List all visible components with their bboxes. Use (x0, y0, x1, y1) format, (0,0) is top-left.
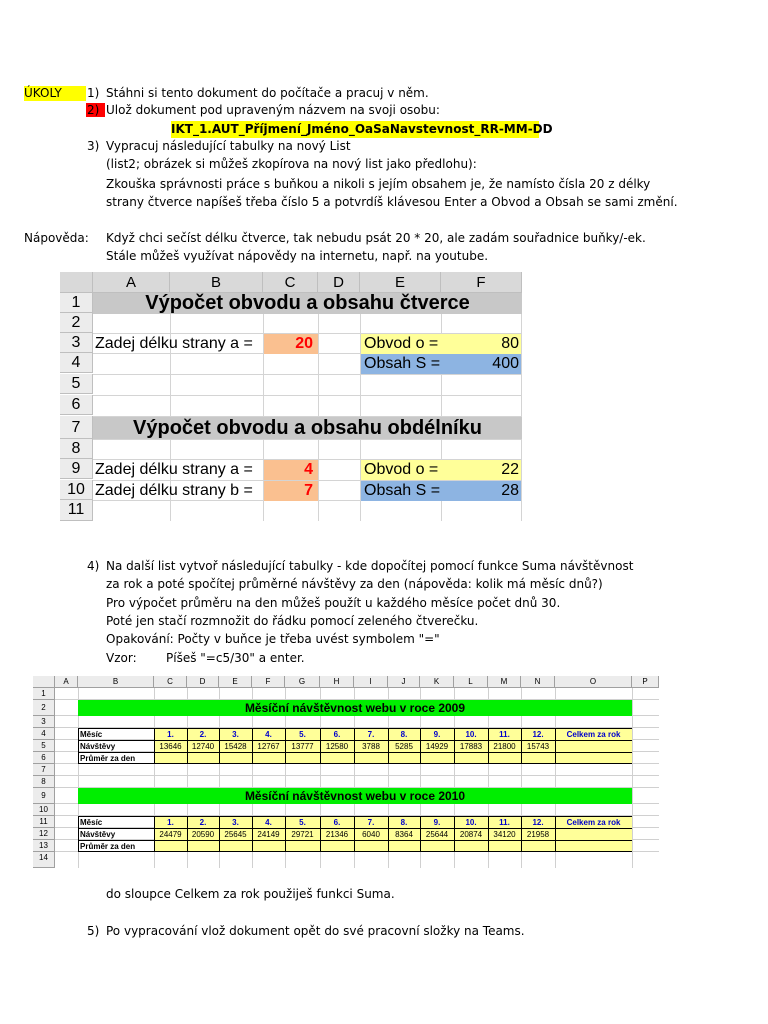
square-perimeter-value: 80 (441, 334, 521, 354)
month-header: 6. (333, 730, 341, 739)
example-label: Vzor: (106, 651, 137, 665)
row-number: 1 (33, 688, 55, 700)
column-header: M (488, 676, 521, 688)
visits-cell: 25645 (224, 830, 247, 839)
row-number: 11 (33, 816, 55, 828)
visits-cell: 29721 (291, 830, 314, 839)
row-number: 10 (33, 804, 55, 816)
month-header: 8. (400, 818, 408, 827)
row-number: 3 (33, 716, 55, 728)
title-2009: Měsíční návštěvnost webu v roce 2009 (78, 700, 632, 716)
column-header: I (354, 676, 388, 688)
column-header: F (252, 676, 285, 688)
label-side-a: Zadej délku strany a = (95, 461, 253, 478)
example-text: Píšeš "=c5/30" a enter. (166, 651, 305, 665)
visits-cell: 34120 (493, 830, 516, 839)
tasks-label: ÚKOLY (24, 86, 86, 101)
input-rect-side-b[interactable]: 7 (264, 481, 318, 501)
row-label-visits: Návštěvy (80, 830, 116, 839)
task-2-text: Ulož dokument pod upraveným názvem na svoji osobu: (106, 103, 440, 117)
month-header: 8. (400, 730, 408, 739)
rect-perimeter-label: Obvod o = (361, 460, 441, 480)
square-perimeter-label: Obvod o = (361, 334, 441, 354)
task-3-line: Zkouška správnosti práce s buňkou a nikoli s jejím obsahem je, že namísto čísla 20 z délky (106, 177, 651, 191)
visits-cell: 6040 (362, 830, 380, 839)
row-number: 2 (60, 313, 93, 333)
task-3-line: (list2; obrázek si můžeš zkopírova na nový list jako předlohu): (106, 157, 477, 171)
rect-perimeter-value: 22 (441, 460, 521, 480)
column-header: O (555, 676, 632, 688)
visits-cell: 12580 (325, 742, 349, 751)
spreadsheet-square-rectangle (60, 272, 522, 521)
row-number: 5 (33, 740, 55, 752)
task-4-line: Poté jen stačí rozmnožit do řádku pomocí zeleného čtverečku. (106, 614, 479, 628)
visits-cell: 8364 (395, 830, 413, 839)
visits-cell: 15743 (526, 742, 550, 751)
task-2-num: 2) (86, 103, 105, 117)
month-header: 11. (499, 730, 510, 739)
row-number: 8 (60, 439, 93, 459)
visits-cell: 15428 (224, 742, 247, 751)
row-number: 1 (60, 293, 93, 313)
column-header: P (632, 676, 659, 688)
row-number: 5 (60, 374, 93, 394)
month-header: 2. (199, 818, 207, 827)
visits-cell: 24479 (159, 830, 182, 839)
column-header: F (441, 272, 522, 293)
month-header: 3. (232, 730, 239, 739)
visits-cell: 12767 (257, 742, 280, 751)
column-header: E (360, 272, 441, 293)
row-number: 12 (33, 828, 55, 840)
month-header: 5. (299, 730, 306, 739)
row-number: 4 (60, 353, 93, 373)
row-number: 7 (60, 416, 93, 439)
rect-area-value: 28 (441, 481, 521, 501)
month-header: 1. (167, 730, 174, 739)
column-header: B (78, 676, 154, 688)
column-header: D (318, 272, 360, 293)
row-number: 14 (33, 852, 55, 868)
column-header: B (170, 272, 263, 293)
task-3-line: strany čtverce napíšeš třeba číslo 5 a potvrdíš klávesou Enter a Obvod a Obsah se sami změní. (106, 195, 678, 209)
corner-cell (60, 272, 93, 293)
row-number: 4 (33, 728, 55, 740)
help-line: Když chci sečíst délku čtverce, tak nebudu psát 20 * 20, ale zadám souřadnice buňky/-ek. (106, 231, 646, 245)
visits-cell: 21800 (493, 742, 516, 751)
month-header: 6. (333, 818, 341, 827)
corner-cell (33, 676, 55, 688)
row-number: 13 (33, 840, 55, 852)
input-rect-side-a[interactable]: 4 (264, 460, 318, 480)
square-area-label: Obsah S = (361, 354, 441, 374)
input-square-side[interactable]: 20 (264, 334, 318, 354)
total-header: Celkem za rok (566, 730, 621, 739)
column-header: N (521, 676, 555, 688)
task-4-line: Opakování: Počty v buňce je třeba uvést symbolem "=" (106, 632, 440, 646)
row-number: 3 (60, 333, 93, 353)
row-number: 11 (60, 500, 93, 521)
total-header: Celkem za rok (566, 818, 621, 827)
row-number: 9 (33, 788, 55, 804)
label-side-b: Zadej délku strany b = (95, 482, 253, 499)
visits-cell: 3788 (362, 742, 380, 751)
task-3-num: 3) (87, 139, 100, 153)
task-1-text: Stáhni si tento dokument do počítače a pracuj v něm. (106, 86, 429, 100)
visits-cell: 25644 (425, 830, 449, 839)
title-square: Výpočet obvodu a obsahu čtverce (93, 293, 522, 314)
task-4-line: za rok a poté spočítej průměrné návštěvy za den (nápověda: kolik má měsíc dnů?) (106, 577, 603, 591)
column-header: H (320, 676, 354, 688)
month-header: 2. (199, 730, 207, 739)
row-number: 7 (33, 764, 55, 776)
month-header: 10. (465, 818, 477, 827)
row-number: 6 (33, 752, 55, 764)
month-header: 4. (265, 730, 272, 739)
task-4-line: Na další list vytvoř následující tabulky - kde dopočítej pomocí funkce Suma návštěvnost (106, 559, 634, 573)
visits-cell: 21346 (325, 830, 349, 839)
label-side-a: Zadej délku strany a = (95, 335, 253, 352)
row-number: 6 (60, 395, 93, 415)
column-header: C (154, 676, 187, 688)
column-header: C (263, 272, 318, 293)
month-header: 10. (465, 730, 477, 739)
month-header: 12. (532, 730, 544, 739)
visits-cell: 5285 (395, 742, 413, 751)
column-header: E (219, 676, 252, 688)
column-header: J (388, 676, 420, 688)
month-header: 1. (167, 818, 174, 827)
row-label-average: Průměr za den (80, 842, 136, 851)
row-label-month: Měsíc (80, 818, 103, 827)
visits-cell: 20874 (459, 830, 483, 839)
visits-cell: 12740 (191, 742, 215, 751)
help-line: Stále můžeš využívat nápovědy na internetu, např. na youtube. (106, 249, 489, 263)
task-1-num: 1) (87, 86, 100, 100)
rect-area-label: Obsah S = (361, 481, 441, 501)
month-header: 7. (367, 818, 375, 827)
after-sheet-text: do sloupce Celkem za rok použiješ funkci Suma. (106, 887, 395, 901)
title-2010: Měsíční návštěvnost webu v roce 2010 (78, 788, 632, 804)
visits-cell: 20590 (191, 830, 215, 839)
spreadsheet-visits (33, 676, 659, 868)
column-header: D (187, 676, 219, 688)
month-header: 12. (532, 818, 544, 827)
task-4-num: 4) (87, 559, 100, 573)
month-header: 3. (232, 818, 239, 827)
month-header: 9. (433, 730, 441, 739)
column-header: L (454, 676, 488, 688)
month-header: 9. (433, 818, 441, 827)
row-number: 10 (60, 480, 93, 500)
month-header: 11. (499, 818, 510, 827)
visits-cell: 14929 (425, 742, 449, 751)
square-area-value: 400 (441, 354, 521, 374)
row-number: 8 (33, 776, 55, 788)
task-4-line: Pro výpočet průměru na den můžeš použít u každého měsíce počet dnů 30. (106, 596, 561, 610)
row-number: 9 (60, 459, 93, 479)
visits-cell: 13646 (159, 742, 182, 751)
column-header: K (420, 676, 454, 688)
row-number: 2 (33, 700, 55, 716)
help-label: Nápověda: (24, 231, 89, 245)
visits-cell: 17883 (459, 742, 483, 751)
visits-cell: 13777 (291, 742, 314, 751)
month-header: 4. (265, 818, 272, 827)
row-label-month: Měsíc (80, 730, 103, 739)
task-3-text: Vypracuj následující tabulky na nový List (106, 139, 351, 153)
column-header: A (55, 676, 78, 688)
column-header: A (93, 272, 170, 293)
filename-highlight: IKT_1.AUT_Příjmení_Jméno_OaSaNavstevnost_RR-MM-DD (171, 122, 553, 136)
task-5-num: 5) (87, 924, 100, 938)
month-header: 5. (299, 818, 306, 827)
column-header: G (285, 676, 320, 688)
row-label-visits: Návštěvy (80, 742, 116, 751)
task-5-text: Po vypracování vlož dokument opět do své pracovní složky na Teams. (106, 924, 525, 938)
title-rectangle: Výpočet obvodu a obsahu obdélníku (93, 417, 522, 439)
visits-cell: 24149 (257, 830, 280, 839)
row-label-average: Průměr za den (80, 754, 136, 763)
visits-cell: 21958 (526, 830, 550, 839)
month-header: 7. (367, 730, 375, 739)
